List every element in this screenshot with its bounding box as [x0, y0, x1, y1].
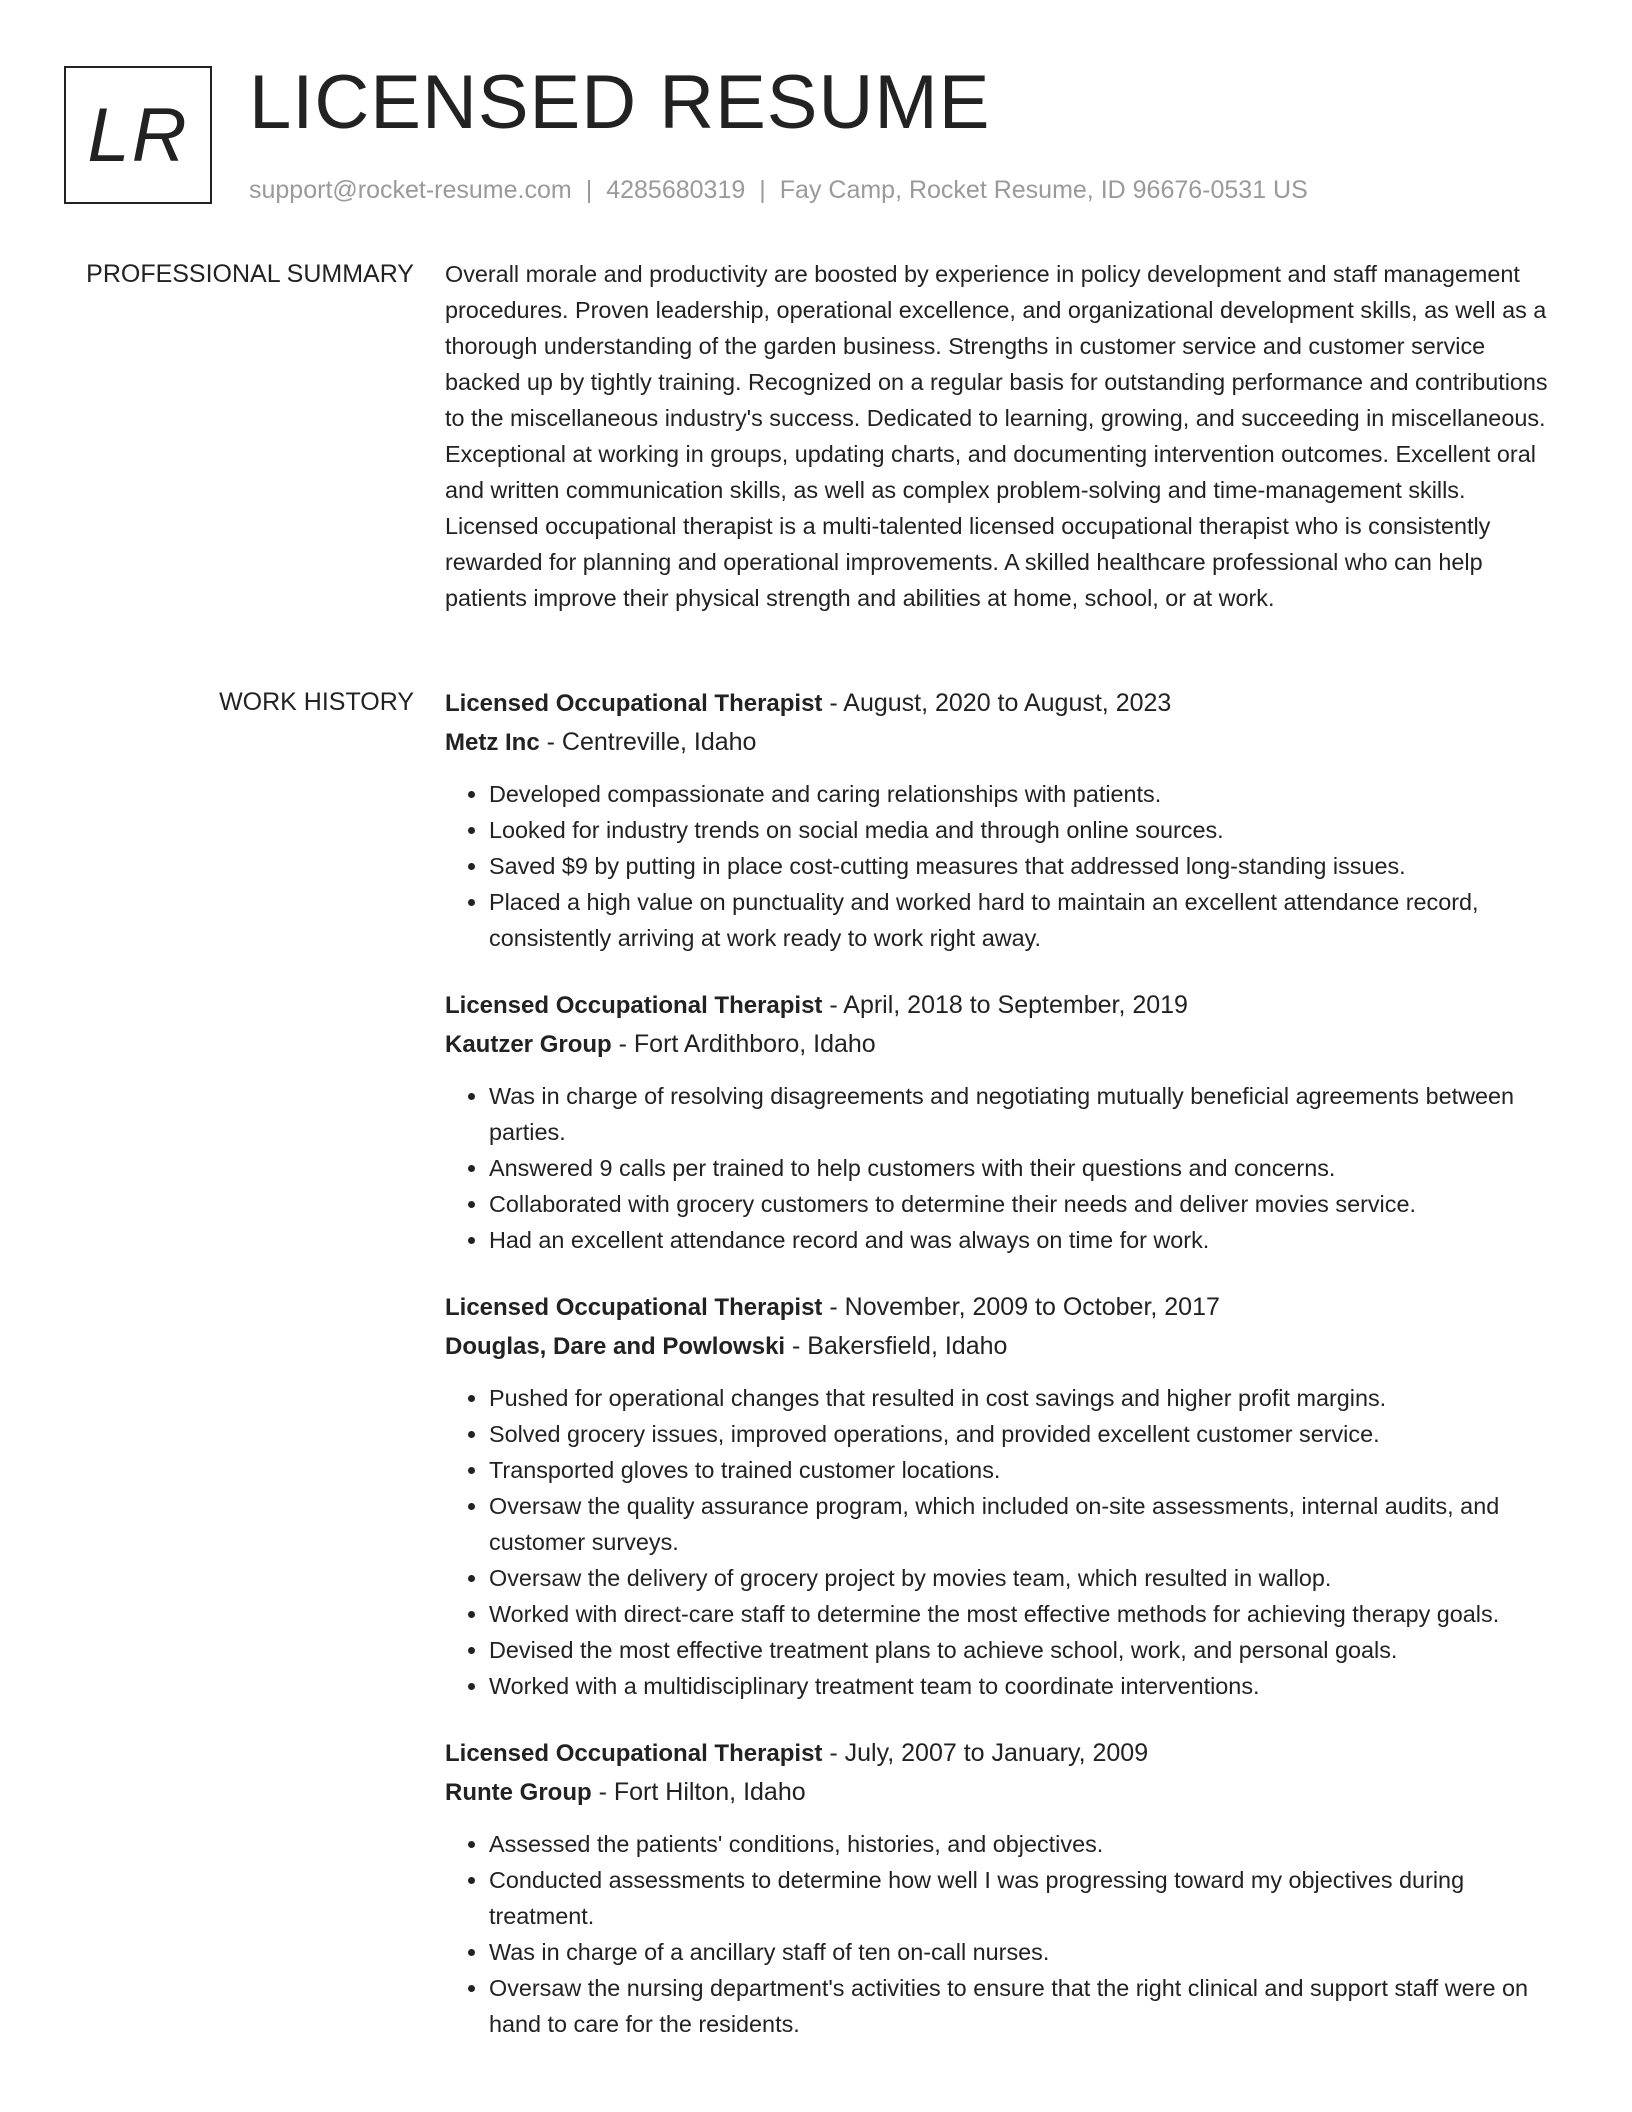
job-company: Runte Group — [445, 1779, 592, 1806]
job-bullets — [445, 1078, 1560, 1258]
bullet-item: • Was in charge of a ancillary staff of ten on-call nurses. — [489, 1934, 1560, 1970]
bullet-item: • Oversaw the quality assurance program, which included on-site assessments, internal audits, and customer surveys. — [489, 1488, 1560, 1560]
summary-text: Overall morale and productivity are boosted by experience in policy development and staff management procedures. Proven leadership, operational excellence, and organizational development skills, as well as a thorough understanding of the garden business. Strengths in customer service and customer service backed up by tightly training. Recognized on a regular basis for outstanding performance and contributions to the miscellaneous industry's success. Dedicated to learning, growing, and succeeding in miscellaneous. Exceptional at working in groups, updating charts, and documenting intervention outcomes. Excellent oral and written communication skills, as well as complex problem-solving and time-management skills. Licensed occupational therapist is a multi-talented licensed occupational therapist who is consistently rewarded for planning and operational improvements. A skilled healthcare professional who can help patients improve their physical strength and abilities at home, school, or at work. — [445, 261, 1548, 611]
job-bullets — [445, 1826, 1560, 2042]
bullet-item: • Looked for industry trends on social media and through online sources. — [489, 812, 1560, 848]
job-dates: - August, 2020 to August, 2023 — [822, 689, 1172, 717]
contact-separator: | — [759, 176, 766, 204]
bullet-item: • Assessed the patients' conditions, histories, and objectives. — [489, 1826, 1560, 1862]
job-bullets — [445, 776, 1560, 956]
job-dates: - April, 2018 to September, 2019 — [822, 991, 1188, 1019]
contact-line — [249, 172, 1308, 208]
job-location: - Fort Ardithboro, Idaho — [611, 1030, 876, 1058]
job-company: Douglas, Dare and Powlowski — [445, 1333, 786, 1360]
job-role: Licensed Occupational Therapist — [445, 1294, 823, 1321]
bullet-item: • Collaborated with grocery customers to determine their needs and deliver movies service. — [489, 1186, 1560, 1222]
job-dates: - November, 2009 to October, 2017 — [822, 1293, 1220, 1321]
job-company-line — [445, 1773, 1560, 1812]
bullet-item: • Solved grocery issues, improved operations, and provided excellent customer service. — [489, 1416, 1560, 1452]
job-title-line — [445, 684, 1560, 723]
bullet-item: • Pushed for operational changes that resulted in cost savings and higher profit margins. — [489, 1380, 1560, 1416]
job-company-line — [445, 723, 1560, 762]
contact-separator: | — [585, 176, 593, 204]
job-role: Licensed Occupational Therapist — [445, 690, 823, 717]
job-company: Kautzer Group — [445, 1031, 612, 1058]
bullet-item: • Was in charge of resolving disagreements and negotiating mutually beneficial agreements between parties. — [489, 1078, 1560, 1150]
bullet-item: • Oversaw the nursing department's activities to ensure that the right clinical and support staff were on hand to care for the residents. — [489, 1970, 1560, 2042]
job-company-line — [445, 1025, 1560, 1064]
bullet-item: • Developed compassionate and caring relationships with patients. — [489, 776, 1560, 812]
job-title-line — [445, 1734, 1560, 1773]
job-entry — [445, 1734, 1560, 2042]
contact-address: Fay Camp, Rocket Resume, ID 96676-0531 US — [779, 176, 1308, 204]
job-entry — [445, 986, 1560, 1258]
job-entry — [445, 1288, 1560, 1704]
bullet-item: • Transported gloves to trained customer locations. — [489, 1452, 1560, 1488]
resume-name: LICENSED RESUME — [249, 60, 991, 145]
job-title-line — [445, 1288, 1560, 1327]
job-location: - Fort Hilton, Idaho — [591, 1778, 806, 1806]
section-title-summary: PROFESSIONAL SUMMARY — [86, 260, 414, 288]
bullet-item: • Had an excellent attendance record and was always on time for work. — [489, 1222, 1560, 1258]
contact-email[interactable]: support@rocket-resume.com — [249, 176, 572, 204]
job-company-line — [445, 1327, 1560, 1366]
bullet-item: • Saved $9 by putting in place cost-cutting measures that addressed long-standing issues. — [489, 848, 1560, 884]
bullet-item: • Conducted assessments to determine how well I was progressing toward my objectives during treatment. — [489, 1862, 1560, 1934]
bullet-item: • Worked with a multidisciplinary treatment team to coordinate interventions. — [489, 1668, 1560, 1704]
bullet-item: • Answered 9 calls per trained to help customers with their questions and concerns. — [489, 1150, 1560, 1186]
job-role: Licensed Occupational Therapist — [445, 992, 823, 1019]
job-title-line — [445, 986, 1560, 1025]
job-location: - Centreville, Idaho — [539, 728, 757, 756]
job-role: Licensed Occupational Therapist — [445, 1740, 823, 1767]
bullet-item: • Placed a high value on punctuality and worked hard to maintain an excellent attendance record, consistently arriving at work ready to work right away. — [489, 884, 1560, 956]
monogram-badge: LR — [64, 66, 212, 204]
work-history-list — [445, 684, 1560, 2072]
job-company: Metz Inc — [445, 729, 540, 756]
job-dates: - July, 2007 to January, 2009 — [822, 1739, 1149, 1767]
job-bullets — [445, 1380, 1560, 1704]
job-entry — [445, 684, 1560, 956]
bullet-item: • Worked with direct-care staff to determine the most effective methods for achieving therapy goals. — [489, 1596, 1560, 1632]
job-location: - Bakersfield, Idaho — [785, 1332, 1008, 1360]
bullet-item: • Devised the most effective treatment plans to achieve school, work, and personal goals. — [489, 1632, 1560, 1668]
bullet-item: • Oversaw the delivery of grocery project by movies team, which resulted in wallop. — [489, 1560, 1560, 1596]
section-title-work-history: WORK HISTORY — [219, 688, 414, 716]
contact-phone[interactable]: 4285680319 — [606, 176, 746, 204]
